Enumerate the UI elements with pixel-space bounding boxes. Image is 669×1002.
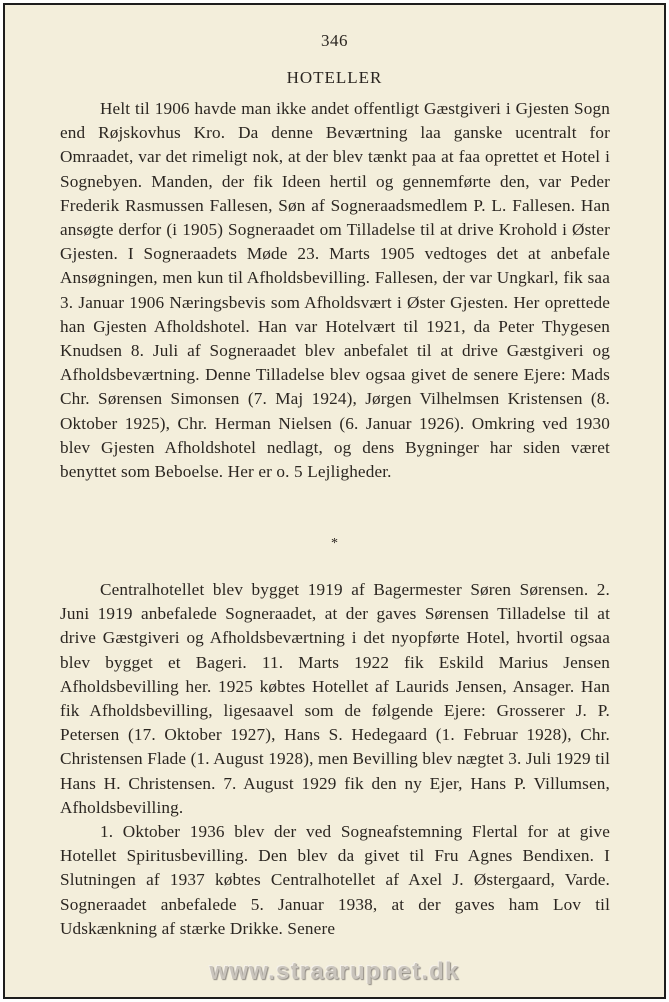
hotel-history-section-2: [60, 578, 610, 941]
paragraph: 1. Oktober 1936 blev der ved Sogneafstemning Flertal for at give Hotellet Spiritusbevilling. Den blev da givet til Fru Agnes Bendixen. I Slutningen af 1937 købtes Centralhotellet af Axel J. Østergaard, Varde. Sogneraadet anbefalede 5. Januar 1938, at der gaves ham Lov til Udskænkning af stærke Drikke. Senere: [60, 822, 610, 938]
section-heading: HOTELLER: [286, 68, 383, 87]
page-number: 346: [321, 31, 348, 50]
hotel-history-section-1: [60, 97, 610, 484]
paragraph: Centralhotellet blev bygget 1919 af Bagermester Søren Sørensen. 2. Juni 1919 anbefalede Sogneraadet, at der gaves Sørensen Tilladelse til at drive Gæstgiveri og Afholdsbeværtning i det nyopførte Hotel, hvortil ogsaa blev bygget et Bageri. 11. Marts 1922 fik Eskild Marius Jensen Afholdsbevilling her. 1925 købtes Hotellet af Laurids Jensen, Ansager. Han fik Afholdsbevilling, ligesaavel som de følgende Ejere: Grosserer J. P. Petersen (17. Oktober 1927), Hans S. Hedegaard (1. Februar 1928), Chr. Christensen Flade (1. August 1928), men Bevilling blev nægtet 3. Juli 1929 til Hans H. Christensen. 7. August 1929 fik den ny Ejer, Hans P. Villumsen, Afholdsbevilling.: [60, 580, 610, 817]
section-separator: *: [331, 536, 338, 551]
website-watermark: www.straarupnet.dk: [209, 958, 460, 985]
paragraph: Helt til 1906 havde man ikke andet offentligt Gæstgiveri i Gjesten Sogn end Røjskovhus Kro. Da denne Beværtning laa ganske ucentralt for Omraadet, var det rimeligt nok, at der blev tænkt paa at faa oprettet et Hotel i Sognebyen. Manden, der fik Ideen hertil og gennemførte den, var Peder Frederik Rasmussen Fallesen, Søn af Sogneraadsmedlem P. L. Fallesen. Han ansøgte derfor (i 1905) Sogneraadet om Tilladelse til at drive Krohold i Øster Gjesten. I Sogneraadets Møde 23. Marts 1905 vedtoges det at anbefale Ansøgningen, men kun til Afholdsbevilling. Fallesen, der var Ungkarl, fik saa 3. Januar 1906 Næringsbevis som Afholdsvært i Øster Gjesten. Her oprettede han Gjesten Afholdshotel. Han var Hotelvært til 1921, da Peter Thygesen Knudsen 8. Juli af Sogneraadet blev anbefalet til at drive Gæstgiveri og Afholdsbeværtning. Denne Tilladelse blev ogsaa givet de senere Ejere: Mads Chr. Sørensen Simonsen (7. Maj 1924), Jørgen Vilhelmsen Kristensen (8. Oktober 1925), Chr. Herman Nielsen (6. Januar 1926). Omkring ved 1930 blev Gjesten Afholdshotel nedlagt, og dens Bygninger har siden været benyttet som Beboelse. Her er o. 5 Lejligheder.: [60, 99, 610, 482]
